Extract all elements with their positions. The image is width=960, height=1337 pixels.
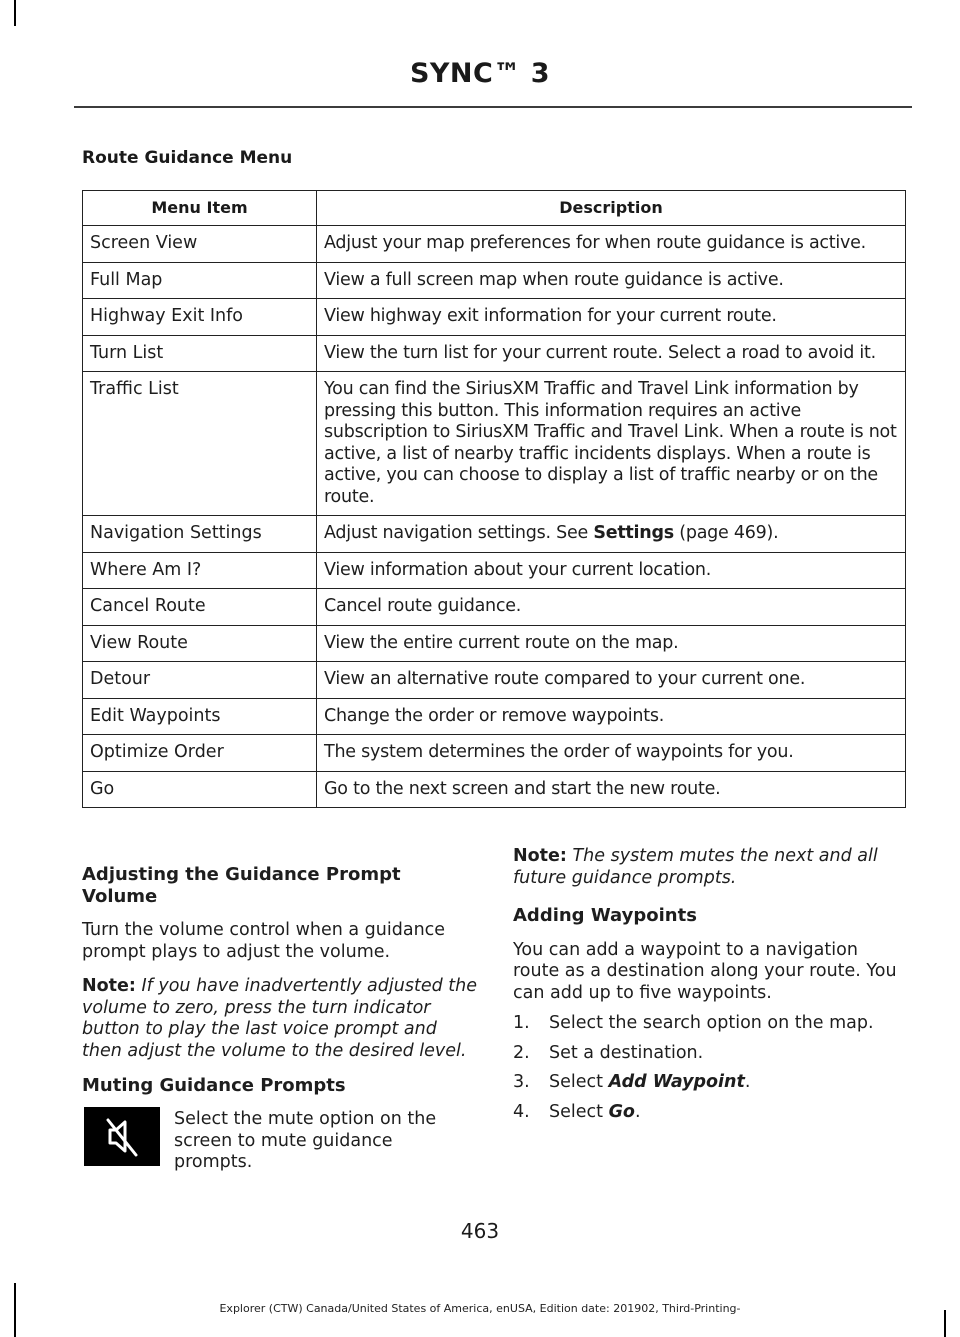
column-header-menu-item: Menu Item xyxy=(83,191,317,226)
menu-item-cell: Full Map xyxy=(83,262,317,299)
table-row xyxy=(83,698,906,735)
step-text: Select the search option on the map. xyxy=(549,1013,874,1033)
table-row xyxy=(83,735,906,772)
add-waypoint-option: Add Waypoint xyxy=(608,1072,745,1092)
table-row xyxy=(83,372,906,516)
volume-note xyxy=(82,976,477,1062)
step-text-prefix: Select xyxy=(549,1072,609,1092)
step-number: 4. xyxy=(513,1101,530,1122)
description-cell: Adjust your map preferences for when route guidance is active. xyxy=(317,226,906,263)
table-header-row xyxy=(83,191,906,226)
menu-item-cell: Where Am I? xyxy=(83,552,317,589)
step-text-suffix: . xyxy=(744,1072,751,1092)
description-cell: Change the order or remove waypoints. xyxy=(317,698,906,735)
menu-item-cell: Screen View xyxy=(83,226,317,263)
menu-item-cell: Highway Exit Info xyxy=(83,299,317,336)
mute-heading: Muting Guidance Prompts xyxy=(82,1075,346,1096)
table-row xyxy=(83,516,906,553)
page-number: 463 xyxy=(460,1219,500,1243)
step-number: 2. xyxy=(513,1042,530,1063)
column-header-description: Description xyxy=(317,191,906,226)
header-rule xyxy=(74,106,912,108)
description-page-ref: (page 469). xyxy=(673,523,779,543)
note-text: The system mutes the next and all future guidance prompts. xyxy=(513,846,878,888)
description-cell: Go to the next screen and start the new route. xyxy=(317,771,906,808)
right-column xyxy=(513,846,908,1131)
description-cell: View the turn list for your current route. Select a road to avoid it. xyxy=(317,335,906,372)
menu-item-cell: Navigation Settings xyxy=(83,516,317,553)
waypoint-steps xyxy=(513,1013,908,1123)
menu-item-cell: Turn List xyxy=(83,335,317,372)
waypoints-heading: Adding Waypoints xyxy=(513,905,697,926)
description-text: Adjust navigation settings. See xyxy=(324,523,594,543)
description-cell: You can find the SiriusXM Traffic and Travel Link information by pressing this button. This information requires an active subscription to SiriusXM Traffic and Travel Link. When a route is not active, a list of nearby traffic incidents displays. When a route is active, you can choose to display a list of traffic nearby or on the route. xyxy=(317,372,906,516)
left-column xyxy=(82,864,477,1097)
note-label: Note: xyxy=(82,976,136,996)
mute-button-image xyxy=(84,1107,160,1166)
page-header-title: SYNC™ 3 xyxy=(409,58,551,89)
step-text-prefix: Select xyxy=(549,1101,609,1122)
menu-item-cell: View Route xyxy=(83,625,317,662)
list-item xyxy=(513,1013,908,1035)
menu-item-cell: Cancel Route xyxy=(83,589,317,626)
step-number: 3. xyxy=(513,1072,530,1092)
table-row xyxy=(83,262,906,299)
mute-note xyxy=(513,846,908,889)
table-row xyxy=(83,771,906,808)
table-row xyxy=(83,625,906,662)
description-cell: View a full screen map when route guidance is active. xyxy=(317,262,906,299)
description-cell: Cancel route guidance. xyxy=(317,589,906,626)
mute-text: Select the mute option on the screen to mute guidance prompts. xyxy=(174,1109,437,1172)
description-cell: View an alternative route compared to your current one. xyxy=(317,662,906,699)
speaker-muted-icon xyxy=(84,1107,160,1166)
list-item xyxy=(513,1043,908,1065)
note-label: Note: xyxy=(513,846,567,866)
settings-reference-link[interactable]: Settings xyxy=(593,523,674,543)
menu-item-cell: Traffic List xyxy=(83,372,317,516)
volume-heading: Adjusting the Guidance Prompt Volume xyxy=(82,864,401,907)
menu-item-cell: Edit Waypoints xyxy=(83,698,317,735)
crop-mark-top-left xyxy=(14,0,16,26)
step-text: Set a destination. xyxy=(549,1042,704,1063)
table-row xyxy=(83,335,906,372)
step-number: 1. xyxy=(513,1013,530,1033)
description-cell xyxy=(317,516,906,553)
description-cell: View information about your current location. xyxy=(317,552,906,589)
list-item xyxy=(513,1102,908,1124)
description-cell: The system determines the order of waypoints for you. xyxy=(317,735,906,772)
go-option: Go xyxy=(608,1101,635,1122)
table-row xyxy=(83,299,906,336)
table-row xyxy=(83,226,906,263)
menu-item-cell: Detour xyxy=(83,662,317,699)
edition-footer: Explorer (CTW) Canada/United States of America, enUSA, Edition date: 201902, Third-Printing- xyxy=(219,1302,741,1315)
volume-text: Turn the volume control when a guidance prompt plays to adjust the volume. xyxy=(82,920,446,962)
waypoints-text: You can add a waypoint to a navigation route as a destination along your route. You can add up to five waypoints. xyxy=(513,939,897,1003)
table-row xyxy=(83,589,906,626)
menu-item-cell: Go xyxy=(83,771,317,808)
route-guidance-table xyxy=(82,190,906,808)
menu-item-cell: Optimize Order xyxy=(83,735,317,772)
description-cell: View highway exit information for your current route. xyxy=(317,299,906,336)
list-item xyxy=(513,1072,908,1094)
description-cell: View the entire current route on the map. xyxy=(317,625,906,662)
table-row xyxy=(83,552,906,589)
note-text: If you have inadvertently adjusted the volume to zero, press the turn indicator button to play the last voice prompt and then adjust the volume to the desired level. xyxy=(82,976,477,1061)
table-row xyxy=(83,662,906,699)
section-title: Route Guidance Menu xyxy=(82,148,293,168)
step-text-suffix: . xyxy=(634,1101,641,1122)
